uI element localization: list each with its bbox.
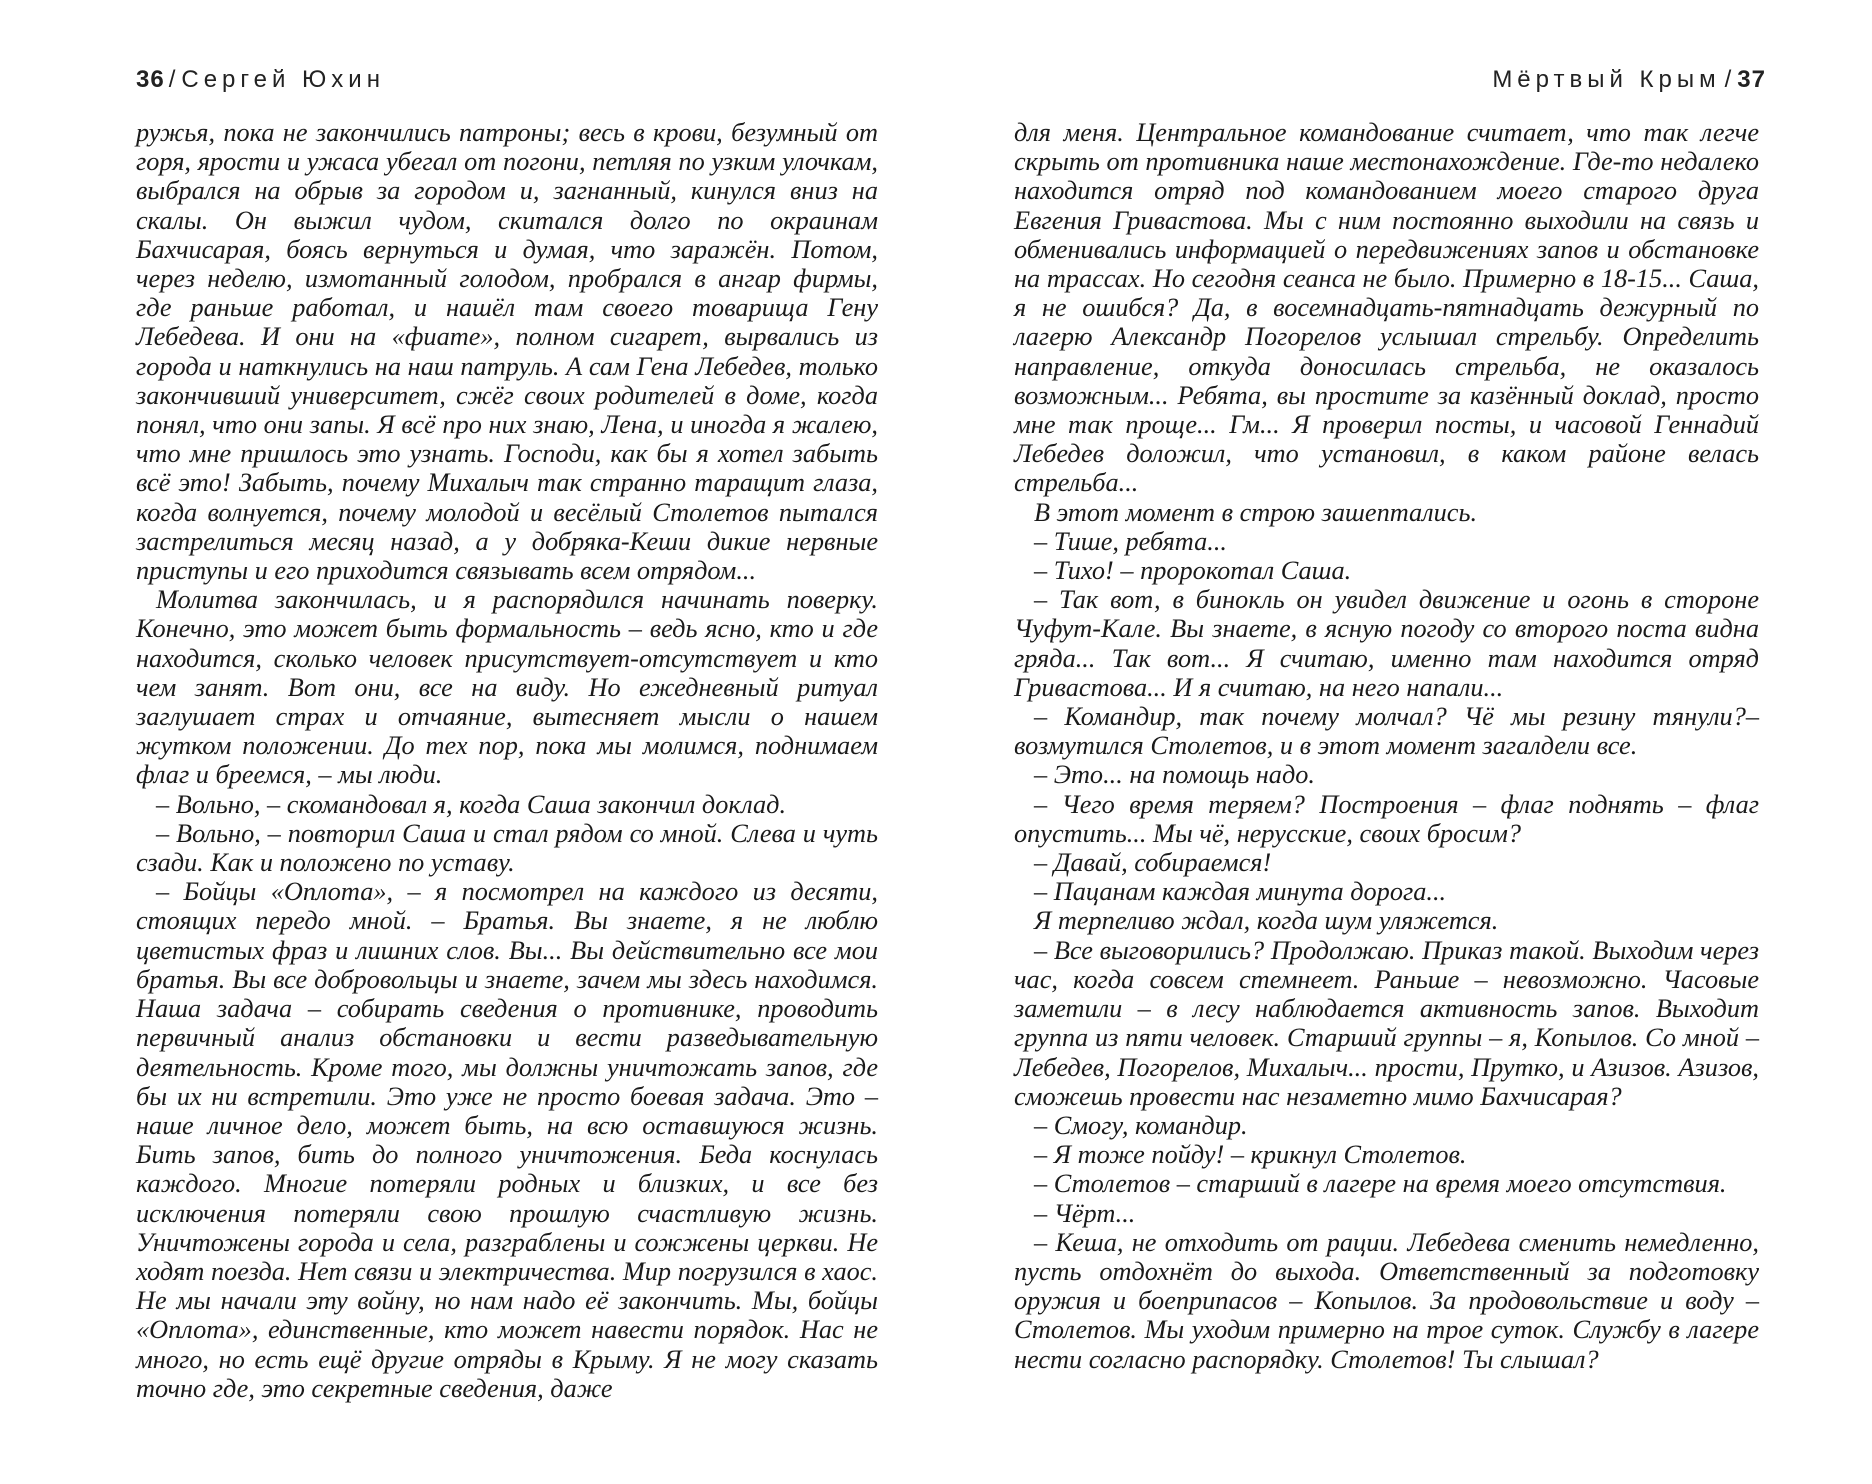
left-header-title: Сергей Юхин [181,66,385,93]
paragraph: ружья, пока не закончились патроны; весь в крови, безумный от горя, ярости и ужаса убегал от погони, петляя по узким улочкам, выбрался на обрыв за городом и, загнанный, кинулся вниз на скалы. Он выжил чудом, скитался долго по окраинам Бахчисарая, боясь вернуться и думая, что заражён. Потом, через неделю, измотанный голодом, пробрался в ангар фирмы, где раньше работал, и нашёл там своего товарища Гену Лебедева. И они на «фиате», полном сигарет, вырвались из города и наткнулись на наш патруль. А сам Гена Лебедев, только закончивший университет, сжёг своих родителей в доме, когда понял, что они запы. Я всё про них знаю, Лена, и иногда я жалею, что мне пришлось это узнать. Господи, как бы я хотел забыть всё это! Забыть, почему Михалыч так странно таращит глаза, когда волнуется, почему молодой и весёлый Столетов пытался застрелиться месяц назад, а у добряка-Кеши дикие нервные приступы и его приходится связывать всем отрядом... [136,118,878,586]
paragraph: – Бойцы «Оплота», – я посмотрел на каждого из десяти, стоящих передо мной. – Братья. Вы знаете, я не люблю цветистых фраз и лишних слов. Вы... Вы действительно все мои братья. Вы все добровольцы и знаете, зачем мы здесь находимся. Наша задача – собирать сведения о противнике, проводить первичный анализ обстановки и вести разведывательную деятельность. Кроме того, мы должны уничтожать запов, где бы их ни встретили. Это уже не просто боевая задача. Это – наше личное дело, может быть, на всю оставшуюся жизнь. Бить запов, бить до полного уничтожения. Беда коснулась каждого. Многие потеряли родных и близких, и все без исключения потеряли свою прошлую счастливую жизнь. Уничтожены города и села, разграблены и сожжены церкви. Не ходят поезда. Нет связи и электричества. Мир погрузился в хаос. Не мы начали эту войну, но нам надо её закончить. Мы, бойцы «Оплота», единственные, кто может навести порядок. Нас не много, но есть ещё другие отряды в Крыму. Я не могу сказать точно где, это секретные сведения, даже [136,877,878,1403]
paragraph: – Это... на помощь надо. [1034,760,1315,790]
paragraph: – Чёрт... [1034,1198,1136,1228]
paragraph: – Пацанам каждая минута дорога... [1034,877,1447,907]
paragraph: – Все выговорились? Продолжаю. Приказ такой. Выходим через час, когда совсем стемнеет. Раньше – невозможно. Часовые заметили – в лесу наблюдается активность запов. Выходит группа из пяти человек. Старший группы – я, Копылов. Со мной – Лебедев, Погорелов, Михалыч... прости, Прутко, и Азизов. Азизов, сможешь провести нас незаметно мимо Бахчисарая? [1014,935,1759,1111]
paragraph: – Тише, ребята... [1034,526,1227,556]
paragraph: – Вольно, – повторил Саша и стал рядом со мной. Слева и чуть сзади. Как и положено по уставу. [136,818,878,878]
paragraph: – Так вот, в бинокль он увидел движение и огонь в стороне Чуфут-Кале. Вы знаете, в ясную погоду со второго поста видна гряда... Так вот... Я считаю, именно там находится отряд Гривастова... И я считаю, на него напали... [1014,585,1759,702]
paragraph: для меня. Центральное командование считает, что так легче скрыть от противника наше местонахождение. Где-то недалеко находится отряд под командованием моего старого друга Евгения Гривастова. Мы с ним постоянно выходили на связь и обменивались информацией о передвижениях запов и обстановке на трассах. Но сегодня сеанса не было. Примерно в 18-15... Саша, я не ошибся? Да, в восемнадцать-пятнадцать дежурный по лагерю Александр Погорелов услышал стрельбу. Определить направление, откуда доносилась стрельба, не оказалось возможным... Ребята, вы простите за казённый доклад, просто мне так проще... Гм... Я проверил посты, и часовой Геннадий Лебедев доложил, что установил, в каком районе велась стрельба... [1014,118,1759,498]
paragraph: В этот момент в строю зашептались. [1034,497,1478,527]
paragraph: – Тихо! – пророкотал Саша. [1034,556,1352,586]
left-page-number: 36 [136,66,165,93]
right-running-head [1492,66,1766,94]
paragraph: – Смогу, командир. [1034,1110,1248,1140]
left-page-text [136,118,878,1403]
right-header-title: Мёртвый Крым [1492,66,1721,93]
paragraph: – Командир, так почему молчал? Чё мы резину тянули?– возмутился Столетов, и в этот момент загалдели все. [1014,702,1759,761]
paragraph: Молитва закончилась, и я распорядился начинать поверку. Конечно, это может быть формальность – ведь ясно, кто и где находится, сколько человек присутствует-отсутствует и кто чем занят. Вот они, все на виду. Но ежедневный ритуал заглушает страх и отчаяние, вытесняет мысли о нашем жутком положении. До тех пор, пока мы молимся, поднимаем флаг и бреемся, – мы люди. [136,585,878,790]
paragraph: – Я тоже пойду! – крикнул Столетов. [1034,1140,1467,1170]
right-page [936,0,1872,1484]
paragraph: – Чего время теряем? Построения – флаг поднять – флаг опустить... Мы чё, нерусские, своих бросим? [1014,789,1759,848]
paragraph: – Давай, собираемся! [1034,848,1272,878]
header-separator: / [168,66,178,93]
paragraph: Я терпеливо ждал, когда шум уляжется. [1034,906,1499,936]
right-page-number: 37 [1737,66,1766,93]
paragraph: – Столетов – старший в лагере на время моего отсутствия. [1034,1169,1727,1199]
right-page-text [1014,118,1759,1374]
paragraph: – Вольно, – скомандовал я, когда Саша закончил доклад. [156,789,787,819]
paragraph: – Кеша, не отходить от рации. Лебедева сменить немедленно, пусть отдохнёт до выхода. Ответственный за подготовку оружия и боеприпасов – Копылов. За продовольствие и воду – Столетов. Мы уходим примерно на трое суток. Службу в лагере нести согласно распорядку. Столетов! Ты слышал? [1014,1227,1759,1374]
header-separator: / [1724,66,1734,93]
left-running-head [136,66,385,94]
